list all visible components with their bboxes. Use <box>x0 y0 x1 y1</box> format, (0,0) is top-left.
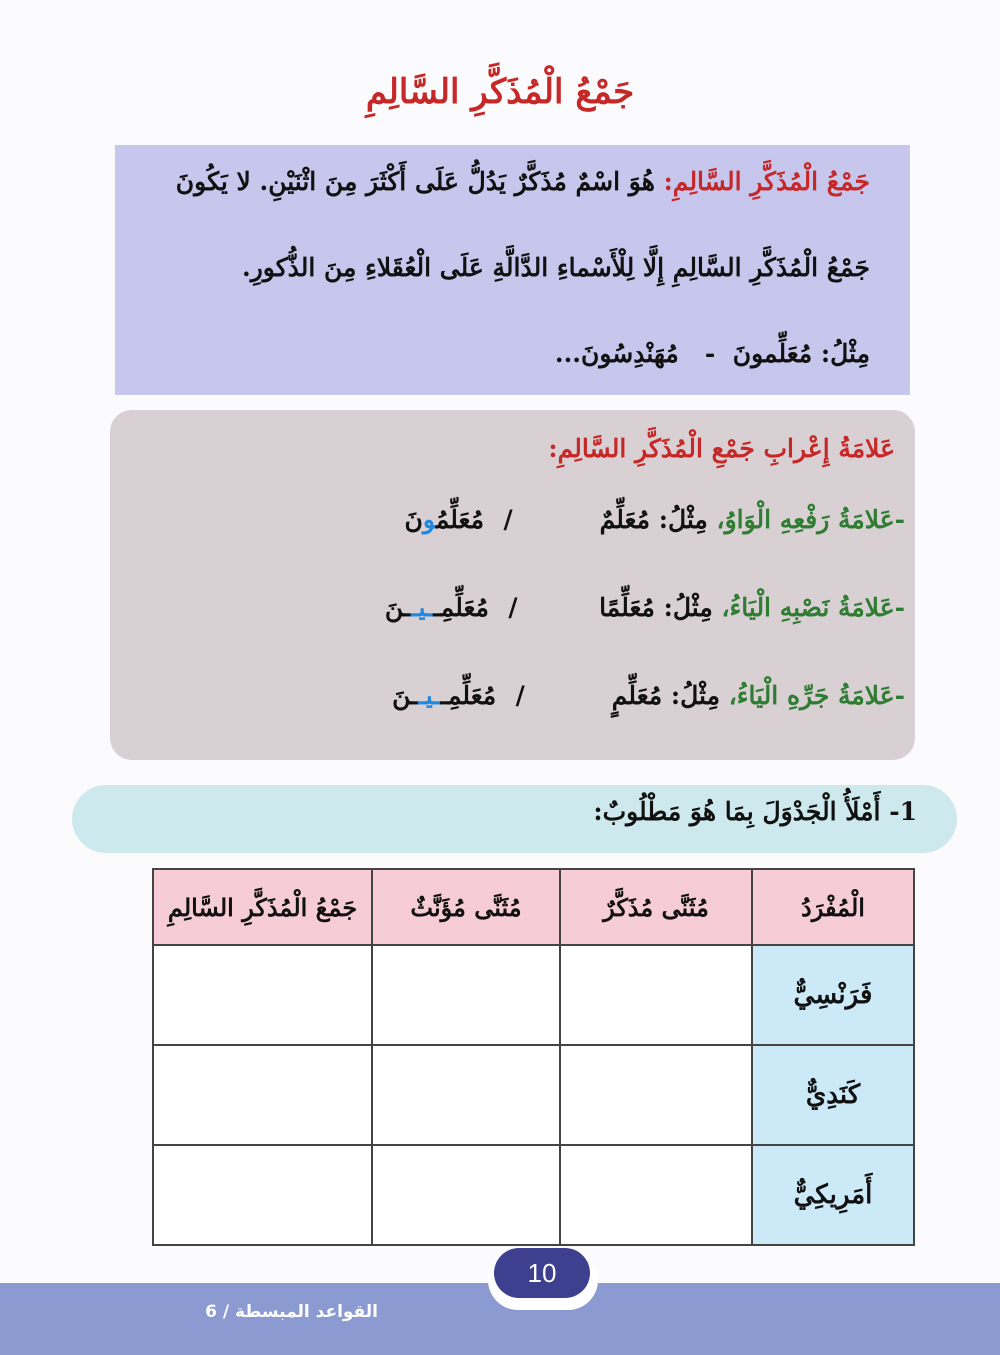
page-title: جَمْعُ الْمُذَكَّرِ السَّالِمِ <box>365 72 635 112</box>
example-separator: - <box>687 339 733 368</box>
plural-ending: ـنَ <box>384 593 412 622</box>
plural-marker: ـيـ <box>411 593 434 622</box>
irab-row-jarr <box>130 679 905 713</box>
answer-cell-plural[interactable] <box>153 1045 372 1145</box>
plural-marker: و <box>422 505 436 534</box>
irab-row-label: -عَلامَةُ رَفْعِهِ الْوَاوُ، <box>716 505 905 534</box>
exercise-table <box>152 868 915 1246</box>
plural-ending: نَ <box>404 505 423 534</box>
answer-cell-dual-feminine[interactable] <box>372 1145 560 1245</box>
answer-cell-dual-feminine[interactable] <box>372 1045 560 1145</box>
plural-ending: ـنَ <box>392 681 419 710</box>
header-sound-masculine-plural: جَمْعُ الْمُذَكَّرِ السَّالِمِ <box>153 869 372 945</box>
answer-cell-plural[interactable] <box>153 945 372 1045</box>
irab-title: عَلامَةُ إِعْرابِ جَمْعِ الْمُذَكَّرِ السَّالِمِ: <box>548 434 895 463</box>
table-row <box>153 945 914 1045</box>
plural-stem: مُعَلِّمِـ <box>433 593 489 622</box>
irab-row-label: -عَلامَةُ نَصْبِهِ الْيَاءُ، <box>721 593 905 622</box>
book-title: القواعد المبسطة / 6 <box>205 1302 378 1322</box>
example-1: مُعَلِّمونَ <box>732 339 821 368</box>
singular-cell: كَنَدِيٌّ <box>752 1045 914 1145</box>
definition-term: جَمْعُ الْمُذَكَّرِ السَّالِمِ: <box>663 167 870 196</box>
example-label: مِثْلُ: <box>820 339 870 368</box>
irab-box <box>110 410 915 760</box>
page-number: 10 <box>494 1248 590 1298</box>
definition-line-2: جَمْعُ الْمُذَكَّرِ السَّالِمِ إِلَّا لِلْأَسْماءِ الدَّالَّةِ عَلَى الْعُقَلاءِ مِنَ الذُّكورِ. <box>242 253 870 282</box>
plural-marker: ـيـ <box>418 681 441 710</box>
table-row <box>153 1145 914 1245</box>
irab-slash: / <box>508 593 518 622</box>
header-dual-masculine: مُثَنَّى مُذَكَّرٌ <box>560 869 752 945</box>
plural-stem: مُعَلِّمُ <box>435 505 485 534</box>
irab-row-mithl: مِثْلُ: <box>650 505 717 534</box>
answer-cell-dual-masculine[interactable] <box>560 1045 752 1145</box>
definition-line-1 <box>145 165 870 199</box>
answer-cell-dual-masculine[interactable] <box>560 945 752 1045</box>
irab-row-mithl: مِثْلُ: <box>662 681 729 710</box>
plural-stem: مُعَلِّمِـ <box>440 681 497 710</box>
irab-slash: / <box>515 681 525 710</box>
exercise-text: أَمْلَأُ الْجَدْوَلَ بِمَا هُوَ مَطْلُوبٌ: <box>593 797 890 826</box>
irab-plural-word <box>405 505 484 534</box>
table-header-row <box>153 869 914 945</box>
definition-text-1: هُوَ اسْمٌ مُذَكَّرٌ يَدُلُّ عَلَى أَكْثَرَ مِنَ اثْنَيْنِ. لا يَكُونَ <box>175 167 664 196</box>
irab-singular-word: مُعَلِّمٍ <box>611 681 663 710</box>
irab-row-nasb <box>130 591 905 625</box>
answer-cell-dual-masculine[interactable] <box>560 1145 752 1245</box>
irab-row-mithl: مِثْلُ: <box>654 593 722 622</box>
irab-row-raf <box>130 503 905 537</box>
irab-singular-word: مُعَلِّمٌ <box>599 505 651 534</box>
definition-example <box>145 337 870 371</box>
irab-plural-word <box>385 593 489 622</box>
answer-cell-plural[interactable] <box>153 1145 372 1245</box>
table-row <box>153 1045 914 1145</box>
exercise-number: 1- <box>889 797 917 826</box>
irab-row-label: -عَلامَةُ جَرِّهِ الْيَاءُ، <box>728 681 905 710</box>
singular-cell: فَرَنْسِيٌّ <box>752 945 914 1045</box>
exercise-instruction <box>72 785 957 853</box>
singular-cell: أَمَرِيكِيٌّ <box>752 1145 914 1245</box>
header-dual-feminine: مُثَنَّى مُؤَنَّثٌ <box>372 869 560 945</box>
irab-plural-word <box>392 681 496 710</box>
answer-cell-dual-feminine[interactable] <box>372 945 560 1045</box>
header-singular: الْمُفْرَدُ <box>752 869 914 945</box>
irab-slash: / <box>503 505 513 534</box>
example-2: مُهَنْدِسُونَ... <box>554 339 688 368</box>
definition-box <box>115 145 910 395</box>
irab-singular-word: مُعَلِّمًا <box>599 593 655 622</box>
